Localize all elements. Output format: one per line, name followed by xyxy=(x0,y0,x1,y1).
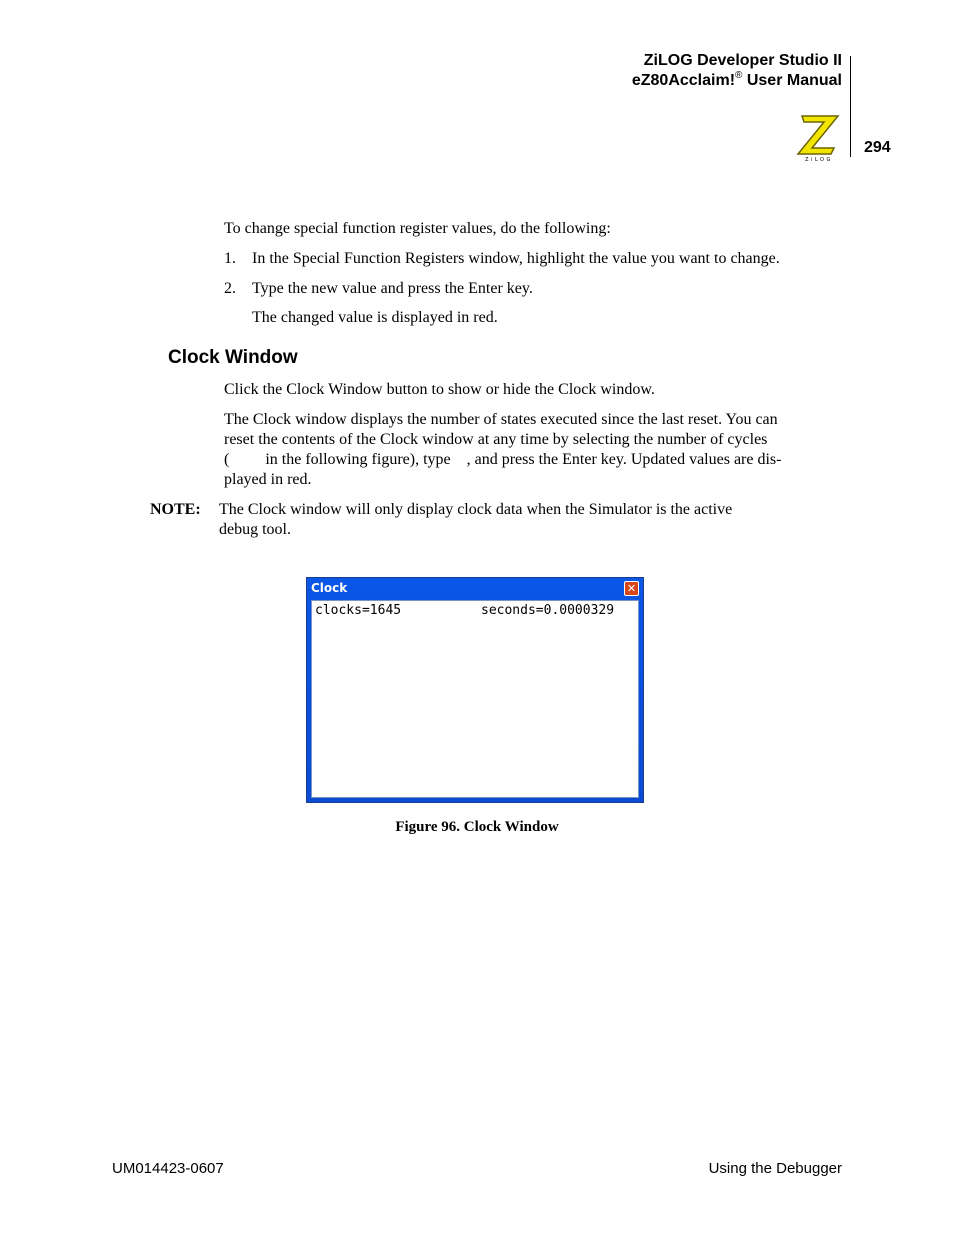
clock-window-content[interactable] xyxy=(311,600,639,798)
clock-window xyxy=(306,577,644,803)
paragraph-2-line-2: reset the contents of the Clock window at any time by selecting the number of cycles xyxy=(224,431,768,448)
product-name: eZ80Acclaim! xyxy=(631,72,736,89)
paragraph-2-line-3: ( in the following figure), type , and press the Enter key. Updated values are dis- xyxy=(224,451,782,468)
step-number-2: 2. xyxy=(224,280,236,297)
seconds-value: seconds=0.0000329 xyxy=(481,603,615,618)
footer-section: Using the Debugger xyxy=(708,1160,842,1177)
note-label: NOTE: xyxy=(150,501,201,518)
svg-text:ZiLOG: ZiLOG xyxy=(805,157,833,162)
footer-doc-id: UM014423-0607 xyxy=(112,1160,224,1177)
zilog-logo-mark xyxy=(796,112,842,162)
clock-window-title: Clock xyxy=(311,581,348,595)
header-divider xyxy=(850,56,851,157)
close-button[interactable] xyxy=(624,581,639,596)
paragraph-1: Click the Clock Window button to show or hide the Clock window. xyxy=(224,381,655,398)
page-number: 294 xyxy=(864,139,891,156)
step-text-2: Type the new value and press the Enter key. xyxy=(252,280,533,297)
paragraph-2-line-4: played in red. xyxy=(224,471,312,488)
manual-label: User Manual xyxy=(742,72,842,89)
header-title: ZiLOG Developer Studio II xyxy=(643,52,842,69)
intro-text: To change special function register values, do the following: xyxy=(224,220,611,237)
clocks-value[interactable]: clocks=1645 xyxy=(315,603,402,618)
step-result: The changed value is displayed in red. xyxy=(252,309,498,326)
paragraph-2-line-1: The Clock window displays the number of states executed since the last reset. You can xyxy=(224,411,778,428)
header-subtitle xyxy=(632,72,842,90)
step-number-1: 1. xyxy=(224,250,236,267)
step-text-1: In the Special Function Registers window, highlight the value you want to change. xyxy=(252,250,780,267)
note-line-2: debug tool. xyxy=(219,521,291,538)
section-heading: Clock Window xyxy=(168,347,298,368)
registered-mark: ® xyxy=(735,70,743,81)
clock-window-titlebar[interactable] xyxy=(307,578,643,600)
figure-caption: Figure 96. Clock Window xyxy=(395,819,559,835)
zilog-logo xyxy=(796,112,842,162)
close-icon: ✕ xyxy=(626,582,637,595)
note-line-1: The Clock window will only display clock data when the Simulator is the active xyxy=(219,501,733,518)
